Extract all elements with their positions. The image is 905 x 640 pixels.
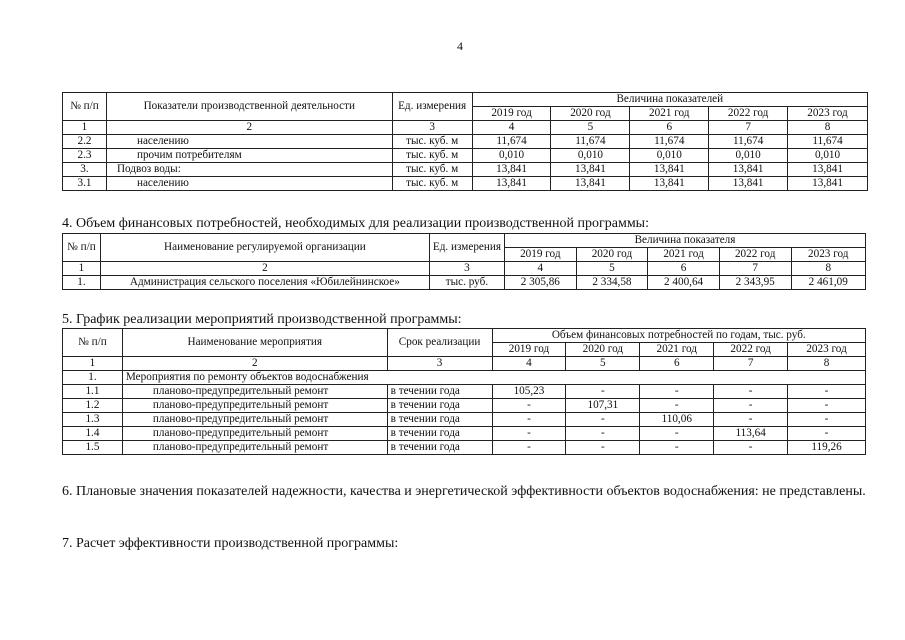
row-num: 3. (63, 163, 107, 177)
col-number: 4 (505, 262, 577, 276)
row-value: 13,841 (630, 163, 709, 177)
row-value: 2 461,09 (791, 276, 866, 290)
row-value: 2 305,86 (505, 276, 577, 290)
table-row (63, 276, 866, 290)
row-value: - (640, 385, 714, 399)
table-row (63, 163, 868, 177)
row-value: 13,841 (788, 177, 868, 191)
row-unit: тыс. руб. (429, 276, 504, 290)
row-value: - (714, 441, 788, 455)
col-number: 4 (472, 121, 551, 135)
col-number: 6 (640, 357, 714, 371)
row-value: - (492, 413, 566, 427)
row-num: 1.3 (63, 413, 123, 427)
row-value: 2 400,64 (648, 276, 720, 290)
row-value: - (566, 413, 640, 427)
row-name: планово-предупредительный ремонт (122, 399, 387, 413)
row-name: планово-предупредительный ремонт (122, 441, 387, 455)
header-year: 2021 год (640, 343, 714, 357)
row-value: 0,010 (472, 149, 551, 163)
row-value: 13,841 (709, 163, 788, 177)
row-term: в течении года (387, 399, 492, 413)
table-row (63, 385, 866, 399)
financial-needs-table (62, 233, 866, 290)
row-value: 13,841 (551, 177, 630, 191)
row-value: - (492, 441, 566, 455)
row-value: - (788, 427, 866, 441)
col-number: 6 (648, 262, 720, 276)
header-year: 2019 год (505, 248, 577, 262)
row-unit: тыс. куб. м (392, 163, 472, 177)
header-name: Наименование мероприятия (122, 329, 387, 357)
row-name: Администрация сельского поселения «Юбилейнинское» (100, 276, 429, 290)
row-value: 11,674 (551, 135, 630, 149)
header-year: 2022 год (719, 248, 791, 262)
header-unit: Ед. измерения (392, 93, 472, 121)
row-unit: тыс. куб. м (392, 149, 472, 163)
row-value: - (788, 413, 866, 427)
col-number: 5 (576, 262, 648, 276)
row-num: 1.5 (63, 441, 123, 455)
col-number: 6 (630, 121, 709, 135)
row-value: 0,010 (551, 149, 630, 163)
section-6-paragraph: 6. Плановые значения показателей надежности, качества и энергетической эффективности объектов водоснабжения: не представлены. (62, 484, 866, 499)
row-value: - (788, 399, 866, 413)
header-year: 2020 год (576, 248, 648, 262)
row-value: - (566, 385, 640, 399)
row-value: 0,010 (709, 149, 788, 163)
row-value: - (640, 427, 714, 441)
row-num: 2.2 (63, 135, 107, 149)
row-value: 13,841 (472, 163, 551, 177)
col-number: 2 (122, 357, 387, 371)
row-term: в течении года (387, 441, 492, 455)
col-number: 1 (63, 262, 101, 276)
section-4-heading: 4. Объем финансовых потребностей, необходимых для реализации производственной программы: (62, 216, 649, 231)
header-values-title: Величина показателей (472, 93, 867, 107)
row-value: - (492, 399, 566, 413)
header-year: 2020 год (566, 343, 640, 357)
section-5-heading: 5. График реализации мероприятий производственной программы: (62, 312, 462, 327)
header-values-title: Величина показателя (505, 234, 866, 248)
table-row (63, 413, 866, 427)
row-value: 2 334,58 (576, 276, 648, 290)
row-num: 1.1 (63, 385, 123, 399)
col-number: 5 (566, 357, 640, 371)
header-num: № п/п (63, 234, 101, 262)
col-number: 2 (100, 262, 429, 276)
schedule-table (62, 328, 866, 455)
table-row (63, 149, 868, 163)
row-value: - (640, 441, 714, 455)
col-number: 3 (429, 262, 504, 276)
header-year: 2023 год (791, 248, 866, 262)
row-name: планово-предупредительный ремонт (122, 427, 387, 441)
row-num: 1.4 (63, 427, 123, 441)
table-row (63, 135, 868, 149)
col-number: 2 (106, 121, 392, 135)
table-row (63, 177, 868, 191)
col-number: 7 (709, 121, 788, 135)
row-name: населению (106, 135, 392, 149)
row-value: - (714, 413, 788, 427)
row-value: - (714, 399, 788, 413)
col-number: 8 (788, 121, 868, 135)
row-term: в течении года (387, 385, 492, 399)
page-number: 4 (457, 39, 463, 53)
header-year: 2022 год (709, 107, 788, 121)
header-num: № п/п (63, 93, 107, 121)
row-name: прочим потребителям (106, 149, 392, 163)
header-year: 2019 год (472, 107, 551, 121)
row-unit: тыс. куб. м (392, 177, 472, 191)
col-number: 8 (788, 357, 866, 371)
row-value: - (492, 427, 566, 441)
header-num: № п/п (63, 329, 123, 357)
col-number: 7 (719, 262, 791, 276)
header-values-title: Объем финансовых потребностей по годам, тыс. руб. (492, 329, 865, 343)
row-value: - (566, 441, 640, 455)
group-name: Мероприятия по ремонту объектов водоснабжения (122, 371, 865, 385)
row-value: 110,06 (640, 413, 714, 427)
row-num: 1.2 (63, 399, 123, 413)
section-7-heading: 7. Расчет эффективности производственной программы: (62, 536, 399, 551)
col-number: 1 (63, 121, 107, 135)
row-num: 1. (63, 276, 101, 290)
row-value: 113,64 (714, 427, 788, 441)
header-org: Наименование регулируемой организации (100, 234, 429, 262)
row-name: населению (106, 177, 392, 191)
col-number: 4 (492, 357, 566, 371)
group-row (63, 371, 866, 385)
table-row (63, 441, 866, 455)
row-value: 13,841 (709, 177, 788, 191)
group-num: 1. (63, 371, 123, 385)
row-name: Подвоз воды: (106, 163, 392, 177)
col-number: 3 (387, 357, 492, 371)
row-num: 2.3 (63, 149, 107, 163)
row-value: 107,31 (566, 399, 640, 413)
row-term: в течении года (387, 427, 492, 441)
column-numbers-row (63, 262, 866, 276)
header-unit: Ед. измерения (429, 234, 504, 262)
row-value: 13,841 (472, 177, 551, 191)
header-indicator: Показатели производственной деятельности (106, 93, 392, 121)
row-term: в течении года (387, 413, 492, 427)
header-year: 2022 год (714, 343, 788, 357)
row-value: - (640, 399, 714, 413)
row-name: планово-предупредительный ремонт (122, 385, 387, 399)
table-row (63, 399, 866, 413)
col-number: 3 (392, 121, 472, 135)
row-value: - (566, 427, 640, 441)
column-numbers-row (63, 121, 868, 135)
column-numbers-row (63, 357, 866, 371)
row-value: 2 343,95 (719, 276, 791, 290)
header-year: 2020 год (551, 107, 630, 121)
header-year: 2023 год (788, 107, 868, 121)
header-year: 2021 год (648, 248, 720, 262)
header-year: 2023 год (788, 343, 866, 357)
production-indicators-table (62, 92, 868, 191)
header-year: 2021 год (630, 107, 709, 121)
col-number: 1 (63, 357, 123, 371)
row-value: 11,674 (788, 135, 868, 149)
header-year: 2019 год (492, 343, 566, 357)
row-value: 0,010 (788, 149, 868, 163)
row-value: 105,23 (492, 385, 566, 399)
table-row (63, 427, 866, 441)
row-unit: тыс. куб. м (392, 135, 472, 149)
row-num: 3.1 (63, 177, 107, 191)
col-number: 8 (791, 262, 866, 276)
row-value: 13,841 (551, 163, 630, 177)
row-value: 0,010 (630, 149, 709, 163)
col-number: 7 (714, 357, 788, 371)
row-value: 13,841 (788, 163, 868, 177)
row-name: планово-предупредительный ремонт (122, 413, 387, 427)
row-value: - (788, 385, 866, 399)
row-value: 11,674 (709, 135, 788, 149)
row-value: 11,674 (630, 135, 709, 149)
row-value: 119,26 (788, 441, 866, 455)
header-term: Срок реализации (387, 329, 492, 357)
col-number: 5 (551, 121, 630, 135)
row-value: 13,841 (630, 177, 709, 191)
row-value: 11,674 (472, 135, 551, 149)
row-value: - (714, 385, 788, 399)
